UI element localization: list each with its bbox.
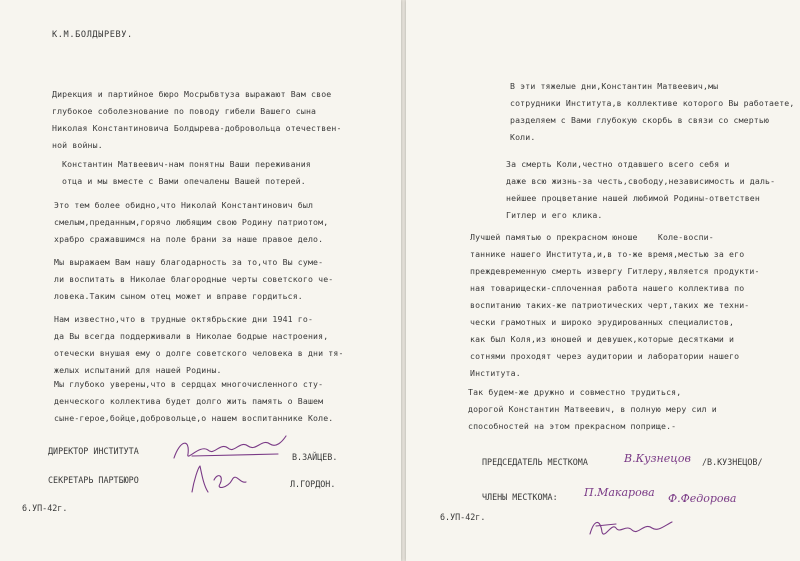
director-signature (170, 432, 290, 466)
left-paragraph-2: Константин Матвеевич-нам понятны Ваши переживания отца и мы вместе с Вами опечалены Вашей потерей. (62, 159, 311, 186)
right-paragraph-2: За смерть Коли,честно отдавшего всего себя и даже всю жизнь-за честь,свободу,независимость и даль- нейшее процветание нашей любимой Родины-ответствен Гитлер и его клика. (506, 159, 776, 220)
member-signature-3 (586, 512, 676, 542)
chairman-name: /В.КУЗНЕЦОВ/ (702, 457, 763, 467)
right-letter-page (406, 0, 800, 561)
secretary-title: СЕКРЕТАРЬ ПАРТБЮРО (48, 475, 139, 485)
member-signature-1: П.Макарова (584, 486, 655, 499)
left-paragraph-3: Это тем более обидно,что Николай Константинович был смелым,преданным,горячо любящим свою Родину патриотом, храбро сражавшимся на поле брани за наше правое дело. (54, 200, 329, 244)
members-title: ЧЛЕНЫ МЕСТКОМА: (482, 492, 558, 502)
left-paragraph-6: Мы глубоко уверены,что в сердцах многочисленного сту- денческого коллектива будет долго жить память о Вашем сыне-герое,бойце,добровольце,о нашем воспитаннике Коле. (54, 379, 334, 423)
secretary-name: Л.ГОРДОН. (290, 479, 336, 489)
left-paragraph-4: Мы выражаем Вам нашу благодарность за то,что Вы суме- ли воспитать в Николае благородные черты советского че- ловека.Таким сыном отец может и вправе гордиться. (54, 257, 334, 301)
member-signature-2: Ф.Федорова (668, 492, 737, 505)
right-paragraph-4: Так будем-же дружно и совместно трудиться, дорогой Константин Матвеевич, в полную меру сил и способностей на этом прекрасном поприще.- (468, 387, 717, 431)
left-paragraph-1: Дирекция и партийное бюро Мосрыбвтуза выражают Вам свое глубокое соболезнование по поводу гибели Вашего сына Николая Константиновича Болдырева-добровольца отечествен- ной войны. (52, 89, 342, 150)
right-date: 6.УП-42г. (440, 512, 486, 522)
director-name: В.ЗАЙЦЕВ. (292, 452, 338, 462)
director-title: ДИРЕКТОР ИНСТИТУТА (48, 446, 139, 456)
right-paragraph-3: Лучшей памятью о прекрасном юноше Коле-воспи- таннике нашего Института,и,в то-же время,местью за его преждевременную смерть извергу Гитлеру,является продукти- ная товарищески-сплоченная работа нашего коллектива по воспитанию таких-же патриотических черт,таких же техни- чески грамотных и широко эрудированных специалистов, как был Коля,из юношей и девушек,которые десятками и сотнями проходят через аудитории и лаборатории нашего Института. (470, 232, 760, 378)
chairman-title: ПРЕДСЕДАТЕЛЬ МЕСТКОМА (482, 457, 588, 467)
addressee: К.М.БОЛДЫРЕВУ. (52, 30, 133, 40)
chairman-signature: В.Кузнецов (624, 452, 691, 465)
right-paragraph-1: В эти тяжелые дни,Константин Матвеевич,мы сотрудники Института,в коллективе которого Вы работаете, разделяем с Вами глубокую скорбь в связи со смертью Коли. (510, 81, 795, 142)
secretary-signature (186, 462, 266, 498)
left-paragraph-5: Нам известно,что в трудные октябрьские дни 1941 го- да Вы всегда поддерживали в Николае бодрые настроения, отечески внушая ему о долге советского человека в дни тя- желых испытаний для нашей Родины. (54, 314, 344, 375)
left-date: 6.УП-42г. (22, 503, 68, 513)
